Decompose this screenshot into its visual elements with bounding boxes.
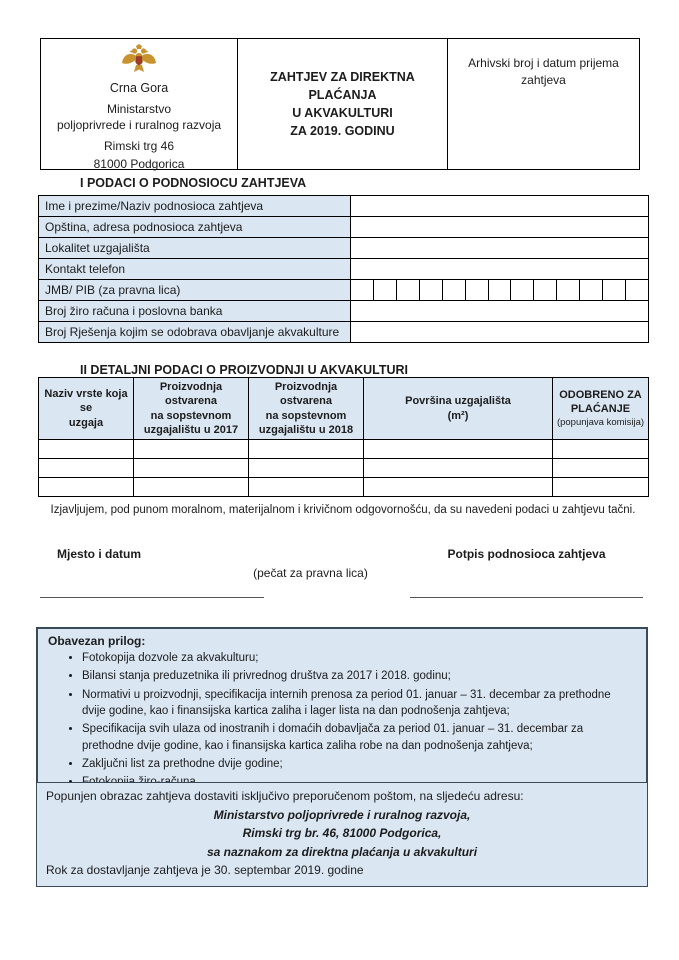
jmb-box[interactable]	[579, 280, 602, 300]
ministry-name-line2: poljoprivrede i ruralnog razvoja	[56, 118, 222, 133]
field-applicant-name[interactable]	[351, 196, 649, 217]
archive-number-label: Arhivski broj i datum prijema zahtjeva	[468, 56, 619, 88]
submission-address-line2: Rimski trg br. 46, 81000 Podgorica,	[242, 826, 442, 841]
ministry-block	[41, 39, 238, 169]
production-cell[interactable]	[249, 440, 364, 459]
production-cell[interactable]	[364, 478, 553, 497]
production-col-header-line: Proizvodnja ostvarena	[159, 381, 223, 408]
production-col-header-line: Površina uzgajališta	[405, 395, 511, 408]
production-col-header-4	[553, 378, 649, 440]
production-header-row	[39, 378, 649, 440]
production-col-header-line: uzgajalištu u 2017	[143, 423, 239, 436]
production-col-header-line: PLAĆANJE	[570, 403, 631, 416]
production-cell[interactable]	[364, 440, 553, 459]
seal-note: (pečat za pravna lica)	[253, 566, 368, 580]
applicant-row-contact-phone	[39, 259, 649, 280]
label-municipality-address: Opština, adresa podnosioca zahtjeva	[39, 217, 351, 238]
applicant-row-farm-locality	[39, 238, 649, 259]
signature-label: Potpis podnosioca zahtjeva	[447, 547, 606, 561]
field-license-number[interactable]	[351, 322, 649, 343]
jmb-boxes	[351, 280, 648, 300]
production-table	[38, 377, 649, 497]
production-row	[39, 440, 649, 459]
label-bank-account: Broj žiro računa i poslovna banka	[39, 301, 351, 322]
ministry-name-line1: Ministarstvo	[106, 102, 171, 116]
jmb-box[interactable]	[488, 280, 511, 300]
production-cell[interactable]	[364, 459, 553, 478]
attachment-item: • Specifikacija svih ulaza od inostranih i domaćih dobavljača za period 01. januar – 31. decembar za prethodne dvije godine, kao i finansijska kartica zaliha robe na dan podnošenja zahtjeva;	[82, 721, 636, 754]
production-row	[39, 459, 649, 478]
production-col-header-line: na sopstevnom	[265, 409, 347, 422]
field-jmb-pib[interactable]	[351, 280, 649, 301]
attachments-box	[36, 627, 648, 803]
jmb-box[interactable]	[465, 280, 488, 300]
place-date-label: Mjesto i datum	[57, 547, 142, 561]
field-municipality-address[interactable]	[351, 217, 649, 238]
production-table-head	[39, 378, 649, 440]
applicant-row-municipality-address	[39, 217, 649, 238]
production-cell[interactable]	[134, 478, 249, 497]
jmb-box[interactable]	[602, 280, 625, 300]
jmb-box[interactable]	[442, 280, 465, 300]
section2-title: II DETALJNI PODACI O PROIZVODNJI U AKVAKULTURI	[80, 363, 409, 377]
production-col-header-line: Naziv vrste koja se	[44, 388, 128, 415]
production-col-header-3	[364, 378, 553, 440]
archive-number-cell[interactable]	[448, 39, 639, 169]
signature-line[interactable]	[410, 582, 643, 598]
jmb-box[interactable]	[625, 280, 648, 300]
production-cell[interactable]	[39, 440, 134, 459]
declaration-text: Izjavljujem, pod punom moralnom, materijalnom i krivičnom odgovornošću, da su navedeni podaci u zahtjevu tačni.	[50, 504, 636, 516]
jmb-box[interactable]	[556, 280, 579, 300]
attachments-list	[82, 650, 636, 791]
jmb-box[interactable]	[396, 280, 419, 300]
production-cell[interactable]	[553, 478, 649, 497]
production-row	[39, 478, 649, 497]
production-cell[interactable]	[134, 440, 249, 459]
montenegro-coat-of-arms-icon	[121, 44, 157, 79]
form-title-line2: U AKVAKULTURI	[292, 106, 393, 120]
production-table-body	[39, 440, 649, 497]
label-applicant-name: Ime i prezime/Naziv podnosioca zahtjeva	[39, 196, 351, 217]
applicant-row-bank-account	[39, 301, 649, 322]
label-contact-phone: Kontakt telefon	[39, 259, 351, 280]
form-title	[238, 39, 448, 169]
production-cell[interactable]	[553, 459, 649, 478]
production-col-header-line: uzgaja	[68, 416, 104, 429]
submission-intro: Popunjen obrazac zahtjeva dostaviti isključivo preporučenom poštom, na sljedeću adresu:	[46, 789, 524, 803]
applicant-row-applicant-name	[39, 196, 649, 217]
field-contact-phone[interactable]	[351, 259, 649, 280]
country-name: Crna Gora	[109, 81, 169, 95]
production-col-header-line: (m²)	[447, 409, 469, 422]
production-col-header-line: uzgajalištu u 2018	[258, 423, 354, 436]
production-col-header-line: na sopstevnom	[150, 409, 232, 422]
production-col-header-0	[39, 378, 134, 440]
ministry-city: 81000 Podgorica	[93, 156, 185, 171]
production-col-header-1	[134, 378, 249, 440]
production-cell[interactable]	[553, 440, 649, 459]
production-col-header-2	[249, 378, 364, 440]
place-date-line[interactable]	[40, 582, 264, 598]
field-bank-account[interactable]	[351, 301, 649, 322]
jmb-box[interactable]	[533, 280, 556, 300]
production-cell[interactable]	[249, 459, 364, 478]
applicant-table-body	[39, 196, 649, 343]
submission-address-line3: sa naznakom za direktna plaćanja u akvakulturi	[206, 844, 478, 859]
production-cell[interactable]	[134, 459, 249, 478]
submission-address-line1: Ministarstvo poljoprivrede i ruralnog razvoja,	[213, 807, 471, 822]
attachment-item: • Bilansi stanja preduzetnika ili privrednog društva za 2017 i 2018. godinu;	[82, 668, 636, 684]
submission-deadline: Rok za dostavljanje zahtjeva je 30. septembar 2019. godine	[46, 863, 364, 878]
applicant-row-license-number	[39, 322, 649, 343]
label-jmb-pib: JMB/ PIB (za pravna lica)	[39, 280, 351, 301]
form-header	[40, 38, 640, 170]
label-farm-locality: Lokalitet uzgajališta	[39, 238, 351, 259]
attachment-item: • Zaključni list za prethodne dvije godine;	[82, 756, 636, 772]
production-col-header-line: Proizvodnja ostvarena	[274, 381, 338, 408]
form-title-line3: ZA 2019. GODINU	[290, 124, 395, 139]
applicant-row-jmb-pib	[39, 280, 649, 301]
production-col-header-line: ODOBRENO ZA	[559, 389, 642, 402]
label-license-number: Broj Rješenja kojim se odobrava obavljanje akvakulture	[39, 322, 351, 343]
attachments-title: Obavezan prilog:	[48, 634, 146, 648]
form-title-line1: ZAHTJEV ZA DIREKTNA PLAĆANJA	[270, 69, 415, 102]
production-cell[interactable]	[39, 459, 134, 478]
attachment-item: • Fotokopija dozvole za akvakulturu;	[82, 650, 636, 666]
jmb-box[interactable]	[373, 280, 396, 300]
section1-title: I PODACI O PODNOSIOCU ZAHTJEVA	[80, 176, 307, 190]
production-col-header-subnote: (popunjava komisija)	[556, 416, 645, 428]
submission-box	[36, 782, 648, 887]
field-farm-locality[interactable]	[351, 238, 649, 259]
production-cell[interactable]	[249, 478, 364, 497]
applicant-table	[38, 195, 649, 343]
attachment-item: • Normativi u proizvodnji, specifikacija internih prenosa za period 01. januar – 31. decembar za prethodne dvije godine, kao i finansijska kartica zaliha i lager lista na dan podnošenja zahtjeva;	[82, 687, 636, 720]
ministry-street: Rimski trg 46	[103, 139, 174, 154]
jmb-box[interactable]	[419, 280, 442, 300]
production-cell[interactable]	[39, 478, 134, 497]
jmb-box[interactable]	[510, 280, 533, 300]
jmb-box[interactable]	[351, 280, 373, 300]
